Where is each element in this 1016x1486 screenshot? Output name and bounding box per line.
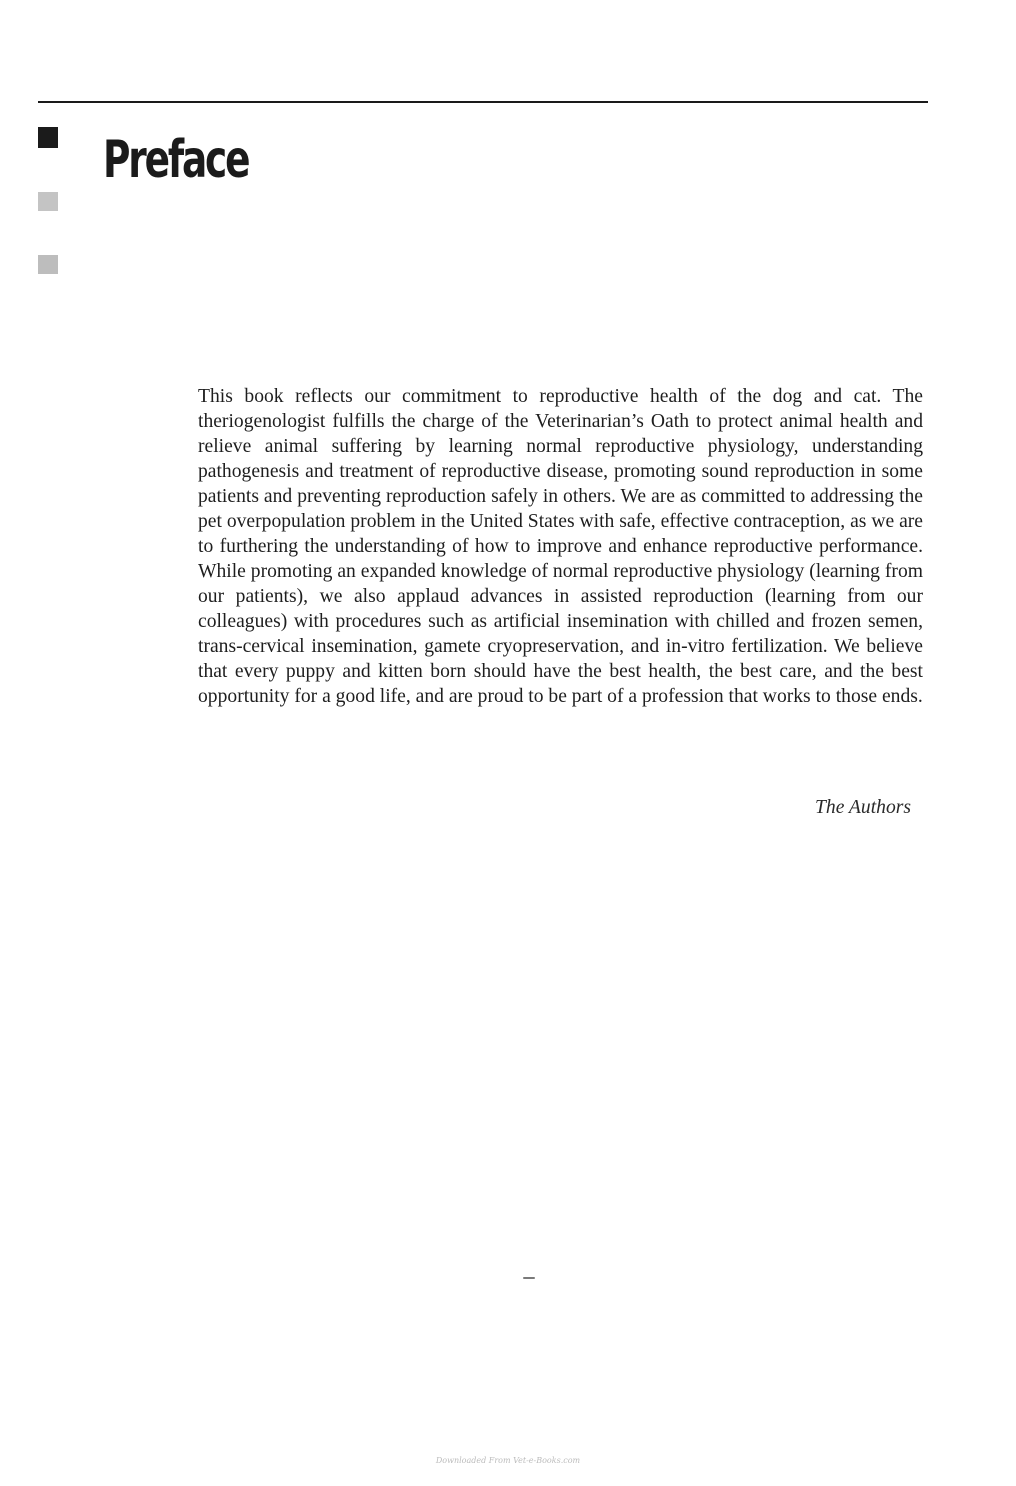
signature: The Authors [815,797,911,818]
section-marker-light [38,192,58,211]
section-marker-light [38,255,58,274]
header-rule [38,101,928,103]
section-marker-dark [38,127,58,148]
page-speck-mark [523,1277,535,1279]
page-title: Preface [103,130,249,190]
footer-watermark: Downloaded From Vet-e-Books.com [435,1456,581,1465]
preface-body-text: This book reflects our commitment to reproductive health of the dog and cat. The theriogenologist fulfills the charge of the Veterinarian’s Oath to protect animal health and relieve animal suffering by learning normal reproductive physiology, understanding pathogenesis and treatment of reproductive disease, promoting sound reproduction in some patients and preventing reproduction safely in others. We are as committed to addressing the pet overpopulation problem in the United States with safe, effective contraception, as we are to furthering the understanding of how to improve and enhance reproductive performance. While promoting an expanded knowledge of normal reproductive physiology (learning from our patients), we also applaud advances in assisted reproduction (learning from our colleagues) with procedures such as artificial insemination with chilled and frozen semen, trans-cervical insemination, gamete cryopreservation, and in-vitro fertilization. We believe that every puppy and kitten born should have the best health, the best care, and the best opportunity for a good life, and are proud to be part of a profession that works to those ends. [198,386,923,707]
